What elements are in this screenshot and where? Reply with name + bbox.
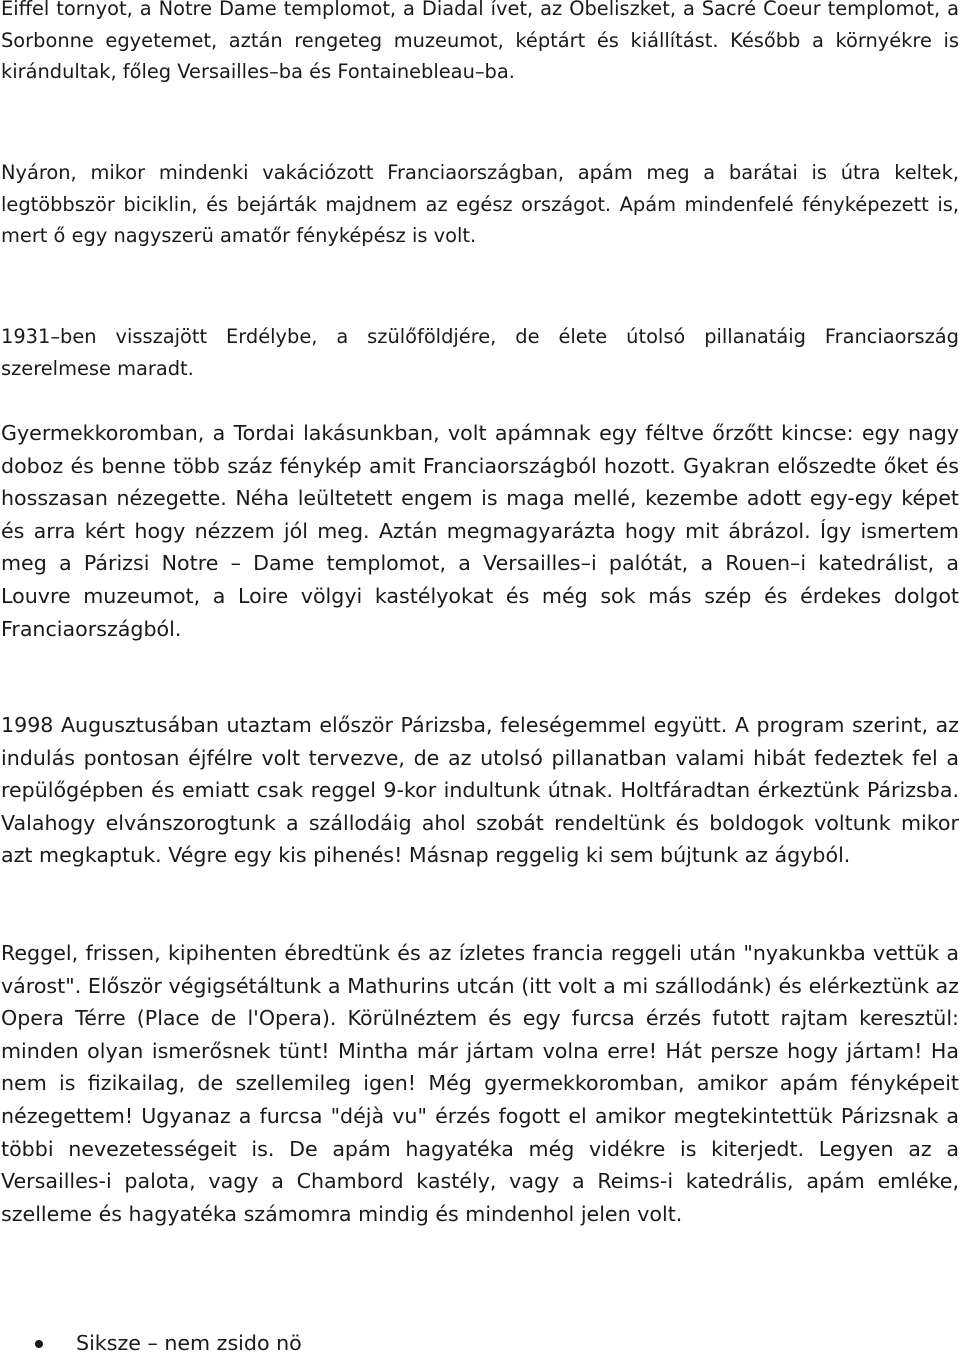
paragraph-deja-vu: Reggel, frissen, kipihenten ébredtünk és az ízletes francia reggeli után "nyakunkba vettük a várost". Először végigsétáltunk a Mathurins utcán (itt volt a mi szállodánk) és elérkeztünk az Opera Térre (Place de l'Opera). Körülnéztem és egy furcsa érzés futott rajtam keresztül: minden olyan ismerősnek tünt! Mintha már jártam volna erre! Hát persze hogy jártam! Ha nem is fizikailag, de szellemileg igen! Még gyermekkoromban, amikor apám fényképeit nézegettem! Ugyanaz a furcsa "déjà vu" érzés fogott el amikor megtekintettük Párizsnak a többi nevezetességeit is. De apám hagyatéka még vidékre is kiterjedt. Legyen az a Versailles-i palota, vagy a Chambord kastély, vagy a Reims-i katedrális, apám emléke, szelleme és hagyatéka számomra mindig és mindenhol jelen volt. <box>1 941 959 1226</box>
bullet-item-text: Siksze – nem zsido nö <box>76 1331 302 1355</box>
paragraph-summer-travels: Nyáron, mikor mindenki vakációzott Franciaországban, apám meg a barátai is útra keltek, legtöbbször biciklin, és bejárták majdnem az egész országot. Apám mindenfelé fényképezett is, mert ő egy nagyszerü amatőr fényképész is volt. <box>1 161 959 247</box>
paragraph-return-1931: 1931–ben visszajött Erdélybe, a szülőföldjére, de élete útolsó pillanatáig Franciaország szerelmese maradt. <box>1 325 959 380</box>
paragraph-first-trip-1998: 1998 Augusztusában utaztam először Párizsba, feleségemmel együtt. A program szerint, az indulás pontosan éjfélre volt tervezve, de az utolsó pillanatban valami hibát fedeztek fel a repülőgépben és emiatt csak reggel 9-kor indultunk útnak. Holtfáradtan érkeztünk Párizsba. Valahogy elvánszorogtunk a szállodáig ahol szobát rendeltünk és boldogok voltunk mikor azt megkaptuk. Végre egy kis pihenés! Másnap reggelig ki sem bújtunk az ágyból. <box>1 713 959 868</box>
paragraph-paris-sights: Eiffel tornyot, a Notre Dame templomot, a Diadal ívet, az Obeliszket, a Sacré Coeur templomot, a Sorbonne egyetemet, aztán rengeteg muzeumot, képtárt és kiállítást. Később a környékre is kirándultak, főleg Versailles–ba és Fontainebleau–ba. <box>1 0 959 83</box>
bullet-list-item <box>0 1327 960 1359</box>
paragraph-childhood-photos: Gyermekkoromban, a Tordai lakásunkban, volt apámnak egy féltve őrzőtt kincse: egy nagy doboz és benne több száz fénykép amit Franciaországból hozott. Gyakran előszedte őket és hosszasan nézegette. Néha leültetett engem is maga mellé, kezembe adott egy-egy képet és arra kért hogy nézzem jól meg. Aztán megmagyarázta hogy mit ábrázol. Így ismertem meg a Párizsi Notre – Dame templomot, a Versailles–i palótát, a Rouen–i katedrálist, a Louvre muzeumot, a Loire völgyi kastélyokat és még sok más szép és érdekes dolgot Franciaországból. <box>1 421 959 641</box>
bullet-icon <box>35 1340 43 1348</box>
